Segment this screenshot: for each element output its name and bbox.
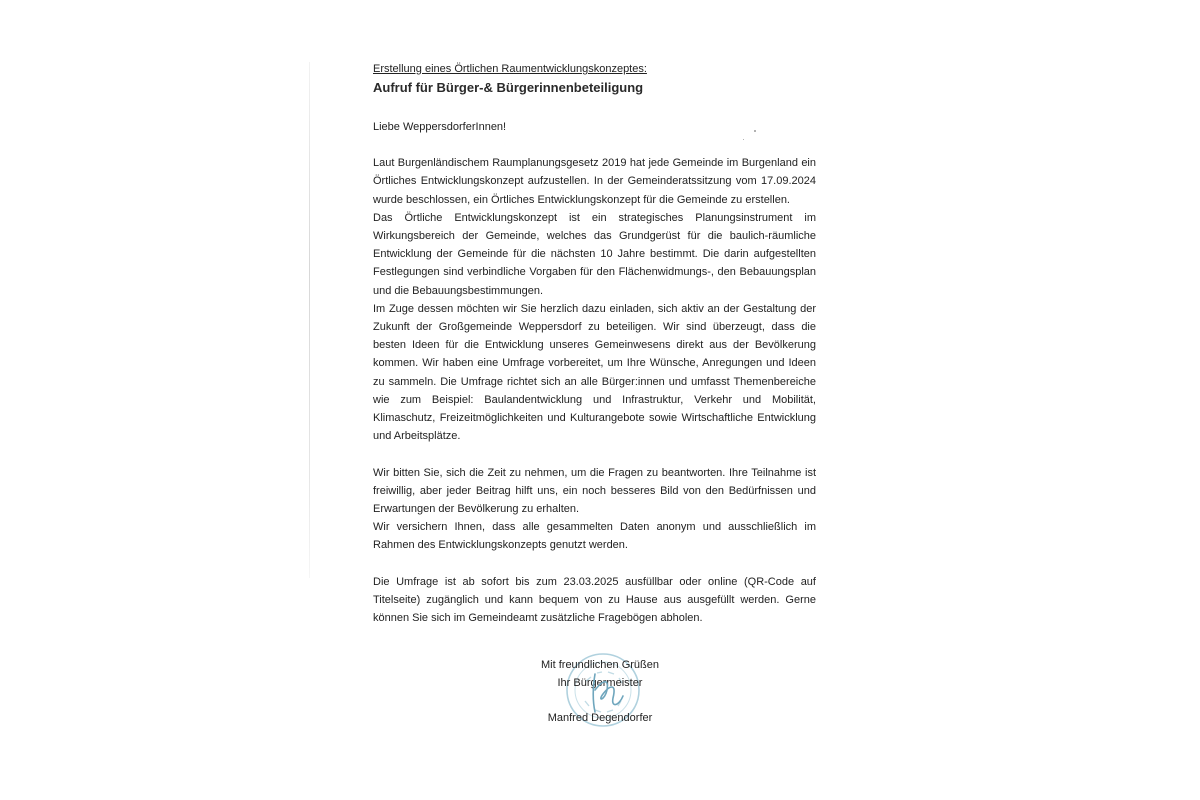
- paragraph-definition: Das Örtliche Entwicklungskonzept ist ein strategisches Planungsinstrument im Wirkungsbereich der Gemeinde, welches das Grundgerüst für die baulich-räumliche Entwicklung der Gemeinde für die nächsten 10 Jahre bestimmt. Die darin aufgestellten Festlegungen sind verbindliche Vorgaben für den Flächenwidmungs-, den Bebauungsplan und die Bebauungsbestimmungen.: [373, 211, 816, 297]
- salutation: Liebe WeppersdorferInnen!: [373, 121, 507, 133]
- signatory-name: Manfred Degendorfer: [547, 712, 653, 725]
- closing-greeting: Mit freundlichen Grüßen: [541, 659, 659, 671]
- letter-subject: Erstellung eines Örtlichen Raumentwicklungskonzeptes:: [373, 63, 647, 75]
- paragraph-request: Wir bitten Sie, sich die Zeit zu nehmen, um die Fragen zu beantworten. Ihre Teilnahme ist freiwillig, aber jeder Beitrag hilft uns, ein noch besseres Bild von den Bedürfnissen und Erwartungen der Bevölkerung zu erhalten.: [373, 466, 816, 516]
- paragraph-deadline: Die Umfrage ist ab sofort bis zum 23.03.2025 ausfüllbar oder online (QR-Code auf Titelseite) zugänglich und kann bequem von zu Hause aus ausgefüllt werden. Gerne können Sie sich im Gemeindeamt zusätzliche Fragebögen abholen.: [373, 575, 816, 625]
- paragraph-law: Laut Burgenländischem Raumplanungsgesetz 2019 hat jede Gemeinde im Burgenland ein Örtliches Entwicklungskonzept aufzustellen. In der Gemeinderatssitzung vom 17.09.2024 wurde beschlossen, ein Örtliches Entwicklungskonzept für die Gemeinde zu erstellen.: [373, 157, 816, 206]
- letter-body: [373, 62, 816, 627]
- closing-role: Ihr Bürgermeister: [557, 677, 643, 690]
- letter-title: Aufruf für Bürger-& Bürgerinnenbeteiligung: [373, 80, 644, 95]
- paragraph-invitation: Im Zuge dessen möchten wir Sie herzlich dazu einladen, sich aktiv an der Gestaltung der Zukunft der Großgemeinde Weppersdorf zu beteiligen. Wir sind überzeugt, dass die besten Ideen für die Entwicklung unseres Gemeinwesens direkt aus der Bevölkerung kommen. Wir haben eine Umfrage vorbereitet, um Ihre Wünsche, Anregungen und Ideen zu sammeln. Die Umfrage richtet sich an alle Bürger:innen und umfasst Themenbereiche wie zum Beispiel: Baulandentwicklung und Infrastruktur, Verkehr und Mobilität, Klimaschutz, Freizeitmöglichkeiten und Kulturangebote sowie Wirtschaftliche Entwicklung und Arbeitsplätze.: [373, 302, 816, 443]
- handwritten-signature: [583, 668, 633, 718]
- paragraph-privacy: Wir versichern Ihnen, dass alle gesammelten Daten anonym und ausschließlich im Rahmen des Entwicklungskonzepts genutzt werden.: [373, 521, 816, 552]
- scan-edge-line: [309, 62, 310, 578]
